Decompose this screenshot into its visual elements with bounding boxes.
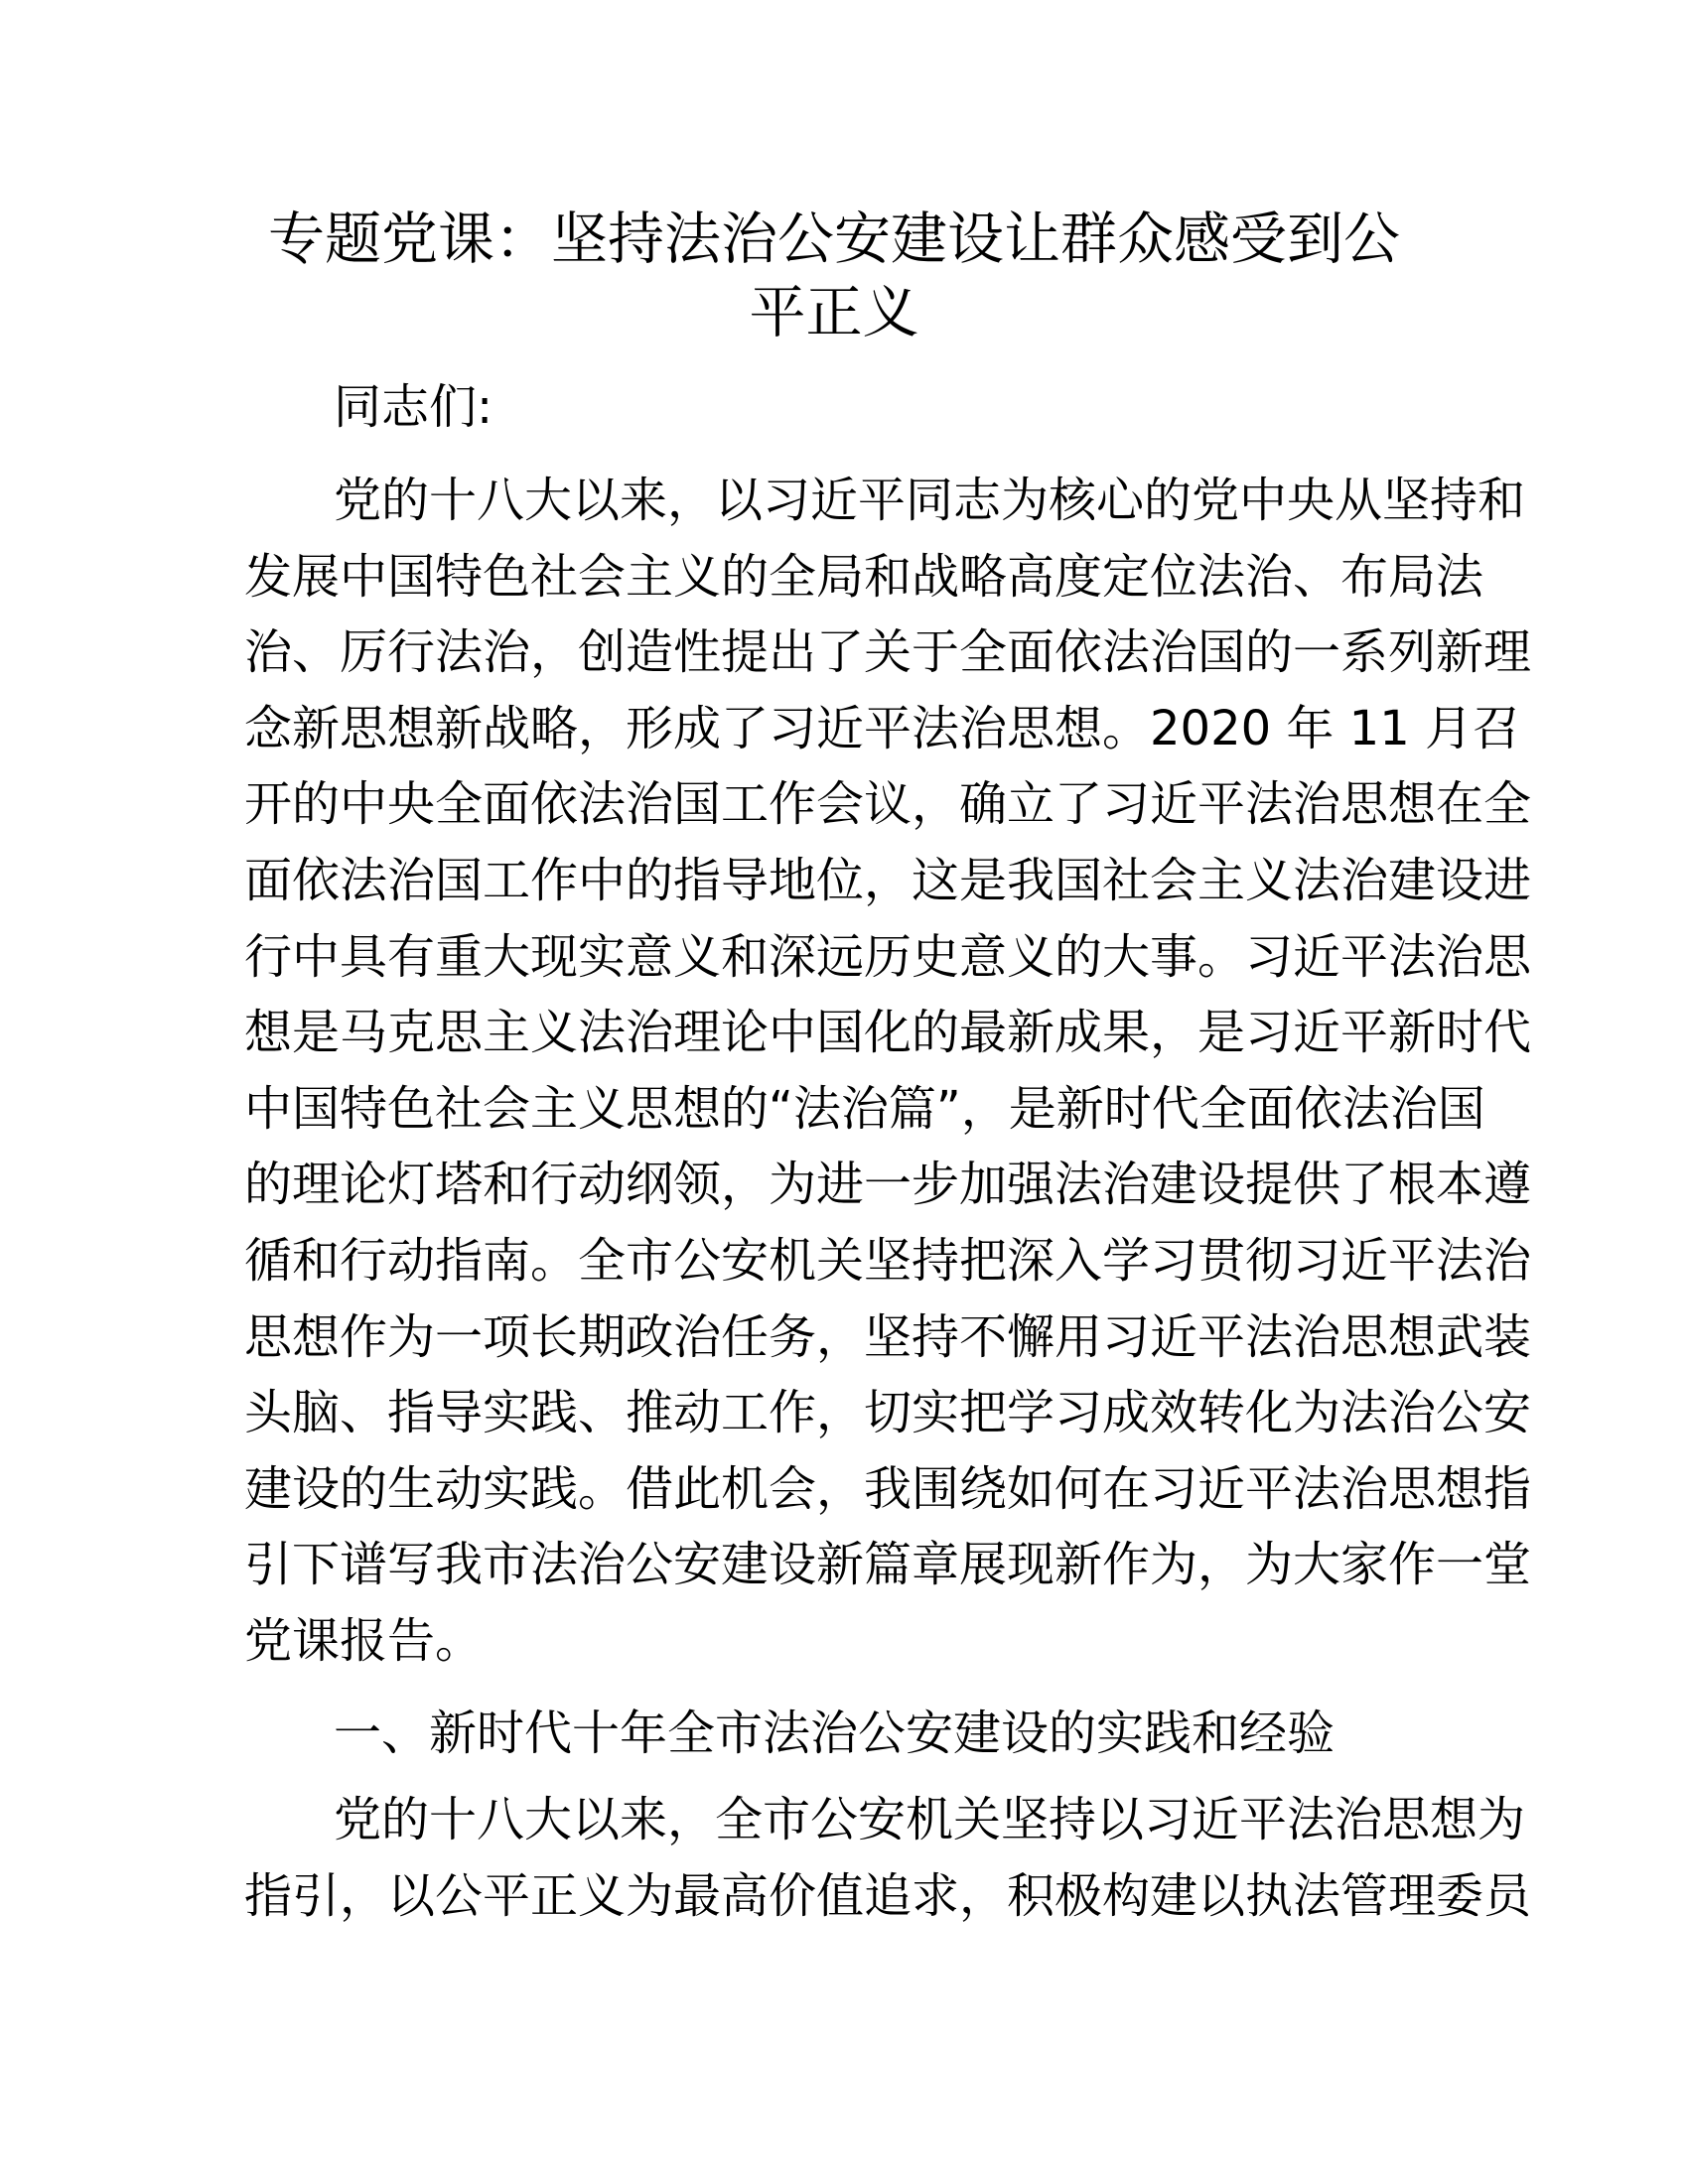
document-title-line-2: 平正义 <box>749 280 919 345</box>
paragraph-line: 头脑、指导实践、推动工作，切实把学习成效转化为法治公安 <box>244 1385 1532 1441</box>
paragraph-line: 面依法治国工作中的指导地位，这是我国社会主义法治建设进 <box>244 853 1532 908</box>
paragraph-line: 思想作为一项长期政治任务，坚持不懈用习近平法治思想武装 <box>244 1308 1532 1365</box>
paragraph-line: 循和行动指南。全市公安机关坚持把深入学习贯彻习近平法治 <box>244 1233 1532 1289</box>
salutation: 同志们: <box>334 379 493 435</box>
document-title-line-1: 专题党课：坚持法治公安建设让群众感受到公 <box>268 206 1400 272</box>
paragraph-line: 的理论灯塔和行动纲领，为进一步加强法治建设提供了根本遵 <box>244 1157 1532 1213</box>
paragraph-line: 建设的生动实践。借此机会，我围绕如何在习近平法治思想指 <box>244 1460 1532 1517</box>
paragraph-line: 指引，以公平正义为最高价值追求，积极构建以执法管理委员 <box>244 1867 1532 1924</box>
paragraph-line: 治、厉行法治，创造性提出了关于全面依法治国的一系列新理 <box>244 624 1532 681</box>
paragraph-line: 开的中央全面依法治国工作会议，确立了习近平法治思想在全 <box>244 776 1532 833</box>
paragraph-line: 党课报告。 <box>244 1613 484 1669</box>
section-heading: 一、新时代十年全市法治公安建设的实践和经验 <box>334 1706 1336 1761</box>
paragraph-line: 党的十八大以来，全市公安机关坚持以习近平法治思想为 <box>334 1792 1526 1847</box>
paragraph-line: 发展中国特色社会主义的全局和战略高度定位法治、布局法 <box>244 548 1484 605</box>
paragraph-line: 行中具有重大现实意义和深远历史意义的大事。习近平法治思 <box>244 928 1532 985</box>
paragraph-line: 中国特色社会主义思想的“法治篇”，是新时代全面依法治国 <box>244 1080 1485 1137</box>
paragraph-line: 引下谱写我市法治公安建设新篇章展现新作为，为大家作一堂 <box>244 1537 1532 1593</box>
paragraph-line: 想是马克思主义法治理论中国化的最新成果，是习近平新时代 <box>244 1005 1532 1061</box>
paragraph-line: 党的十八大以来，以习近平同志为核心的党中央从坚持和 <box>334 473 1526 528</box>
paragraph-line: 念新思想新战略，形成了习近平法治思想。2020 年 11 月召 <box>244 700 1521 756</box>
